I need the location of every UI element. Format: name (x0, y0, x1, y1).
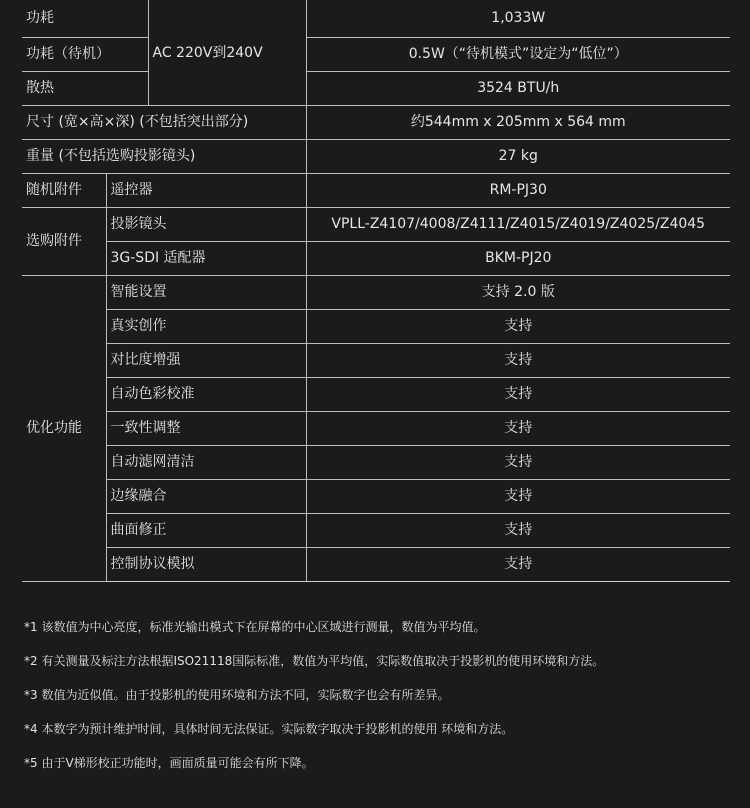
row-standby (22, 37, 730, 71)
spec-label: 功耗 (22, 0, 148, 37)
spec-label: 尺寸 (宽×高×深) (不包括突出部分) (22, 105, 306, 139)
item-label: 真实创作 (106, 309, 306, 343)
spec-value: 支持 (306, 445, 730, 479)
spec-value: 支持 (306, 343, 730, 377)
spec-value: 3524 BTU/h (306, 71, 730, 105)
spec-value: 支持 (306, 377, 730, 411)
row-optional-lens (22, 207, 730, 241)
row-optional-sdi (22, 241, 730, 275)
spec-value: 27 kg (306, 139, 730, 173)
footnote: *5 由于V梯形校正功能时，画面质量可能会有所下降。 (24, 756, 314, 770)
row-weight (22, 139, 730, 173)
row-size (22, 105, 730, 139)
spec-value: 1,033W (306, 0, 730, 37)
spec-value: VPLL-Z4107/4008/Z4111/Z4015/Z4019/Z4025/Z4045 (306, 207, 730, 241)
row-feature (22, 275, 730, 309)
item-label: 对比度增强 (106, 343, 306, 377)
spec-value: 支持 (306, 513, 730, 547)
spec-value: 支持 (306, 479, 730, 513)
row-feature (22, 445, 730, 479)
item-label: 智能设置 (106, 275, 306, 309)
item-label: 自动滤网清洁 (106, 445, 306, 479)
footnote: *2 有关测量及标注方法根据ISO21118国际标准，数值为平均值，实际数值取决于投影机的使用环境和方法。 (24, 654, 605, 668)
item-label: 一致性调整 (106, 411, 306, 445)
item-label: 遥控器 (106, 173, 306, 207)
spec-value: 约544mm x 205mm x 564 mm (306, 105, 730, 139)
footnote: *3 数值为近似值。由于投影机的使用环境和方法不同，实际数字也会有所差异。 (24, 688, 450, 702)
row-feature (22, 547, 730, 581)
item-label: 投影镜头 (106, 207, 306, 241)
footnote: *4 本数字为预计维护时间，具体时间无法保证。实际数字取决于投影机的使用 环境和方法。 (24, 722, 514, 736)
spec-label: 重量 (不包括选购投影镜头) (22, 139, 306, 173)
spec-table (22, 0, 730, 582)
category-label: 随机附件 (22, 173, 106, 207)
spec-value: RM-PJ30 (306, 173, 730, 207)
row-feature (22, 309, 730, 343)
spec-value: 支持 (306, 411, 730, 445)
row-feature (22, 343, 730, 377)
item-label: 边缘融合 (106, 479, 306, 513)
voltage-cell: AC 220V到240V (148, 0, 306, 105)
category-label: 选购附件 (22, 207, 106, 275)
spec-value: 支持 (306, 547, 730, 581)
footnote: *1 该数值为中心亮度，标准光输出模式下在屏幕的中心区域进行测量，数值为平均值。 (24, 620, 486, 634)
row-feature (22, 377, 730, 411)
spec-value: 支持 2.0 版 (306, 275, 730, 309)
item-label: 控制协议模拟 (106, 547, 306, 581)
item-label: 自动色彩校准 (106, 377, 306, 411)
spec-label: 散热 (22, 71, 148, 105)
footnotes (24, 620, 734, 790)
row-feature (22, 411, 730, 445)
category-label: 优化功能 (22, 275, 106, 581)
spec-value: 支持 (306, 309, 730, 343)
item-label: 曲面修正 (106, 513, 306, 547)
row-feature (22, 513, 730, 547)
spec-value: BKM-PJ20 (306, 241, 730, 275)
row-supplied (22, 173, 730, 207)
row-feature (22, 479, 730, 513)
row-heat (22, 71, 730, 105)
item-label: 3G-SDI 适配器 (106, 241, 306, 275)
row-power (22, 0, 730, 37)
spec-label: 功耗（待机） (22, 37, 148, 71)
spec-value: 0.5W（“待机模式”设定为“低位”） (306, 37, 730, 71)
